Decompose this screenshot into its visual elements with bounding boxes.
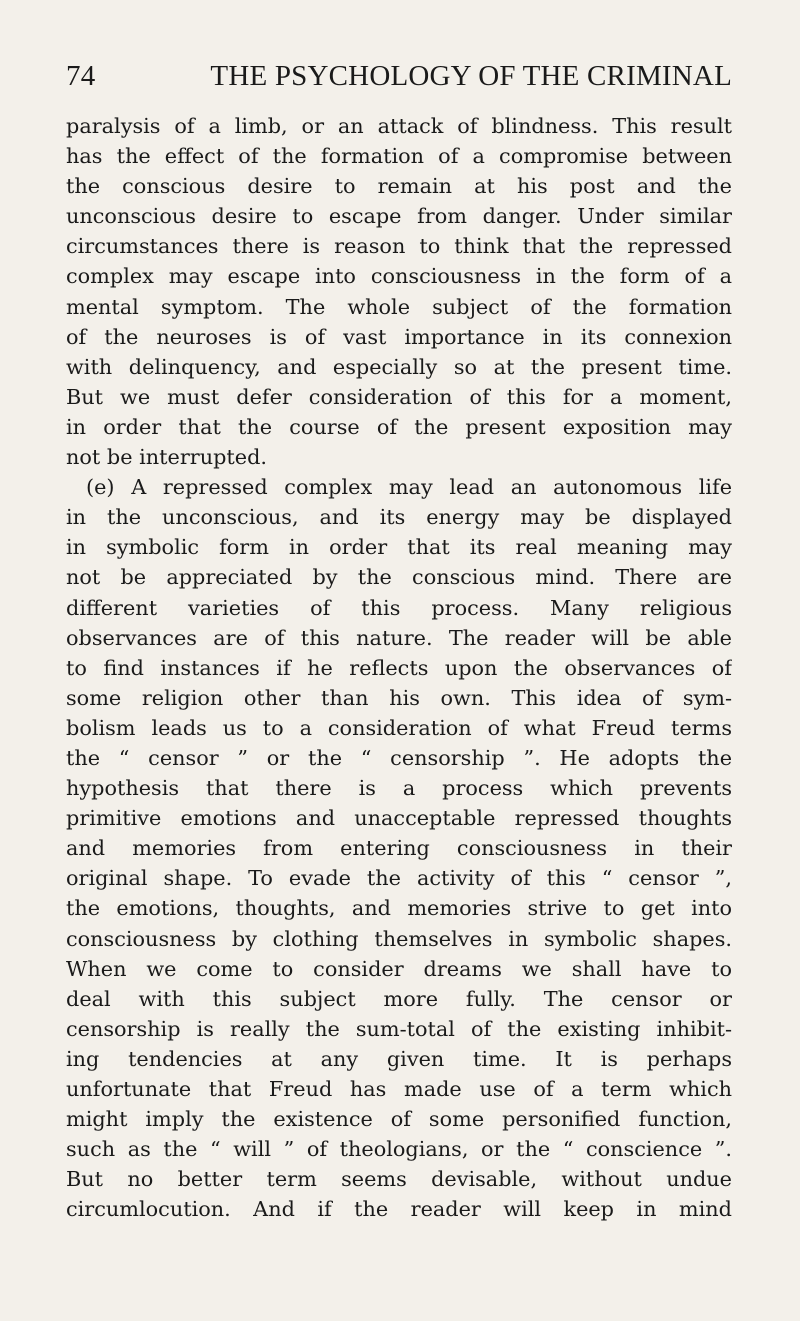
text-line: unconscious desire to escape from danger. Under similar xyxy=(66,204,732,229)
text-line: complex may escape into consciousness in the form of a xyxy=(66,264,732,289)
text-line: has the effect of the formation of a compromise between xyxy=(66,144,732,169)
text-line: deal with this subject more fully. The censor or xyxy=(66,986,732,1011)
text-line: different varieties of this process. Many religious xyxy=(66,595,732,620)
text-line: ing tendencies at any given time. It is perhaps xyxy=(66,1046,732,1071)
text-line: in the unconscious, and its energy may be displayed xyxy=(66,505,732,530)
text-line: consciousness by clothing themselves in symbolic shapes. xyxy=(66,926,732,951)
text-line: primitive emotions and unacceptable repressed thoughts xyxy=(66,806,732,831)
paragraph-start-line: (e) A repressed complex may lead an autonomous life xyxy=(86,475,732,500)
text-line: to find instances if he reflects upon the observances of xyxy=(66,655,732,680)
text-line: the conscious desire to remain at his post and the xyxy=(66,174,732,199)
book-title: THE PSYCHOLOGY OF THE CRIMINAL xyxy=(210,60,732,92)
text-line: unfortunate that Freud has made use of a term which xyxy=(66,1077,732,1101)
text-line: with delinquency, and especially so at the present time. xyxy=(66,354,732,379)
text-line: not be appreciated by the conscious mind. There are xyxy=(66,565,732,590)
text-line: and memories from entering consciousness in their xyxy=(66,836,732,861)
text-line: some religion other than his own. This idea of sym- xyxy=(66,685,732,710)
text-line: circumlocution. And if the reader will keep in mind xyxy=(66,1197,732,1222)
running-head xyxy=(66,60,732,100)
text-line: But no better term seems devisable, without undue xyxy=(66,1167,732,1192)
text-line: When we come to consider dreams we shall have to xyxy=(66,956,732,981)
text-line: the “ censor ” or the “ censorship ”. He adopts the xyxy=(66,745,732,770)
text-line: bolism leads us to a consideration of what Freud terms xyxy=(66,715,732,740)
text-line: in symbolic form in order that its real meaning may xyxy=(66,535,732,560)
text-line: circumstances there is reason to think that the repressed xyxy=(66,234,732,259)
text-line: original shape. To evade the activity of this “ censor ”, xyxy=(66,866,732,891)
page-number: 74 xyxy=(66,60,96,92)
text-line: mental symptom. The whole subject of the formation xyxy=(66,294,732,319)
text-line: paralysis of a limb, or an attack of blindness. This result xyxy=(66,114,732,138)
text-line: in order that the course of the present exposition may xyxy=(66,414,732,439)
text-line: the emotions, thoughts, and memories strive to get into xyxy=(66,896,732,921)
text-line: such as the “ will ” of theologians, or the “ conscience ”. xyxy=(66,1137,732,1162)
text-line: hypothesis that there is a process which prevents xyxy=(66,776,732,801)
text-line: of the neuroses is of vast importance in its connexion xyxy=(66,324,732,349)
text-line: not be interrupted. xyxy=(66,445,268,470)
text-line: observances are of this nature. The reader will be able xyxy=(66,625,732,650)
text-line: might imply the existence of some personified function, xyxy=(66,1107,732,1132)
body-text xyxy=(66,111,732,1224)
text-line: But we must defer consideration of this for a moment, xyxy=(66,384,732,409)
text-line: censorship is really the sum-total of the existing inhibit- xyxy=(66,1016,732,1041)
